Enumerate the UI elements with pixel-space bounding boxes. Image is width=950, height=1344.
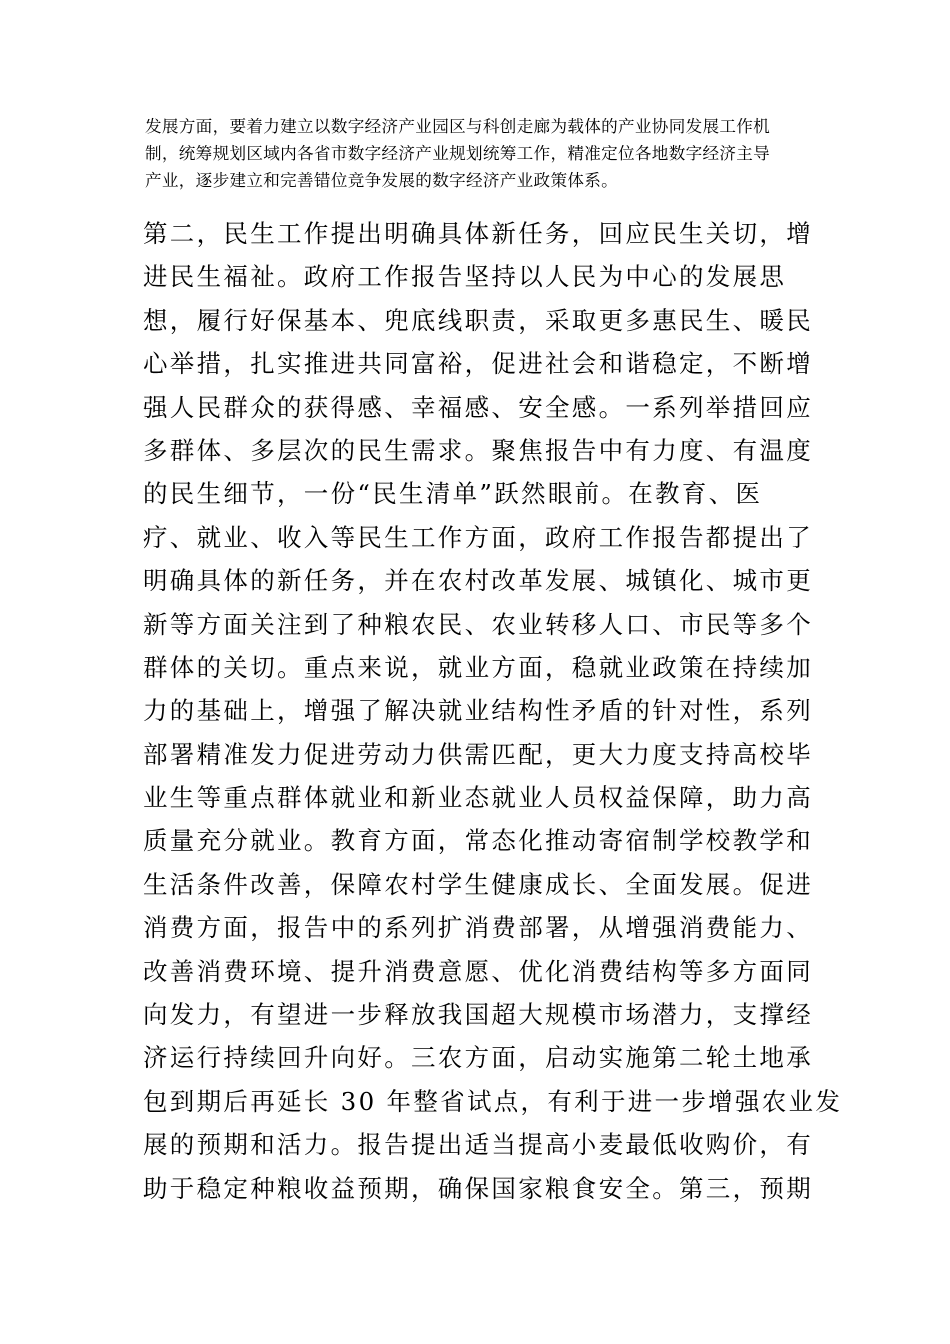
body-line: 心举措，扎实推进共同富裕，促进社会和谐稳定，不断增 xyxy=(143,349,813,379)
body-line: 生活条件改善，保障农村学生健康成长、全面发展。促进 xyxy=(143,869,813,899)
body-line: 展的预期和活力。报告提出适当提高小麦最低收购价，有 xyxy=(143,1130,813,1160)
body-line: 疗、就业、收入等民生工作方面，政府工作报告都提出了 xyxy=(143,522,813,552)
body-line: 多群体、多层次的民生需求。聚焦报告中有力度、有温度 xyxy=(143,435,813,465)
body-line: 力的基础上，增强了解决就业结构性矛盾的针对性，系列 xyxy=(143,696,813,726)
body-line: 向发力，有望进一步释放我国超大规模市场潜力，支撑经 xyxy=(143,1000,813,1030)
body-line: 进民生福祉。政府工作报告坚持以人民为中心的发展思 xyxy=(143,262,787,292)
body-paragraph xyxy=(143,212,843,1210)
body-line: 群体的关切。重点来说，就业方面，稳就业政策在持续加 xyxy=(143,652,813,682)
body-line: 包到期后再延长 30 年整省试点，有利于进一步增强农业发 xyxy=(143,1086,843,1116)
body-line: 济运行持续回升向好。三农方面，启动实施第二轮土地承 xyxy=(143,1043,813,1073)
body-line: 想，履行好保基本、兜底线职责，采取更多惠民生、暖民 xyxy=(143,305,813,335)
body-line: 业生等重点群体就业和新业态就业人员权益保障，助力高 xyxy=(143,783,813,813)
intro-line: 制，统筹规划区域内各省市数字经济产业规划统筹工作，精准定位各地数字经济主导 xyxy=(145,144,771,163)
body-line: 的民生细节，一份“民生清单”跃然眼前。在教育、医 xyxy=(143,479,763,509)
body-line: 明确具体的新任务，并在农村改革发展、城镇化、城市更 xyxy=(143,566,813,596)
intro-line: 产业，逐步建立和完善错位竞争发展的数字经济产业政策体系。 xyxy=(145,171,619,190)
body-line: 强人民群众的获得感、幸福感、安全感。一系列举措回应 xyxy=(143,392,813,422)
body-line: 消费方面，报告中的系列扩消费部署，从增强消费能力、 xyxy=(143,913,813,943)
body-line: 改善消费环境、提升消费意愿、优化消费结构等多方面同 xyxy=(143,956,813,986)
body-line: 部署精准发力促进劳动力供需匹配，更大力度支持高校毕 xyxy=(143,739,813,769)
body-line: 助于稳定种粮收益预期，确保国家粮食安全。第三，预期 xyxy=(143,1173,813,1203)
intro-paragraph xyxy=(145,113,845,194)
body-line: 新等方面关注到了种粮农民、农业转移人口、市民等多个 xyxy=(143,609,813,639)
body-line: 第二，民生工作提出明确具体新任务，回应民生关切，增 xyxy=(143,219,813,248)
intro-line: 发展方面，要着力建立以数字经济产业园区与科创走廊为载体的产业协同发展工作机 xyxy=(145,117,771,136)
body-line: 质量充分就业。教育方面，常态化推动寄宿制学校教学和 xyxy=(143,826,813,856)
